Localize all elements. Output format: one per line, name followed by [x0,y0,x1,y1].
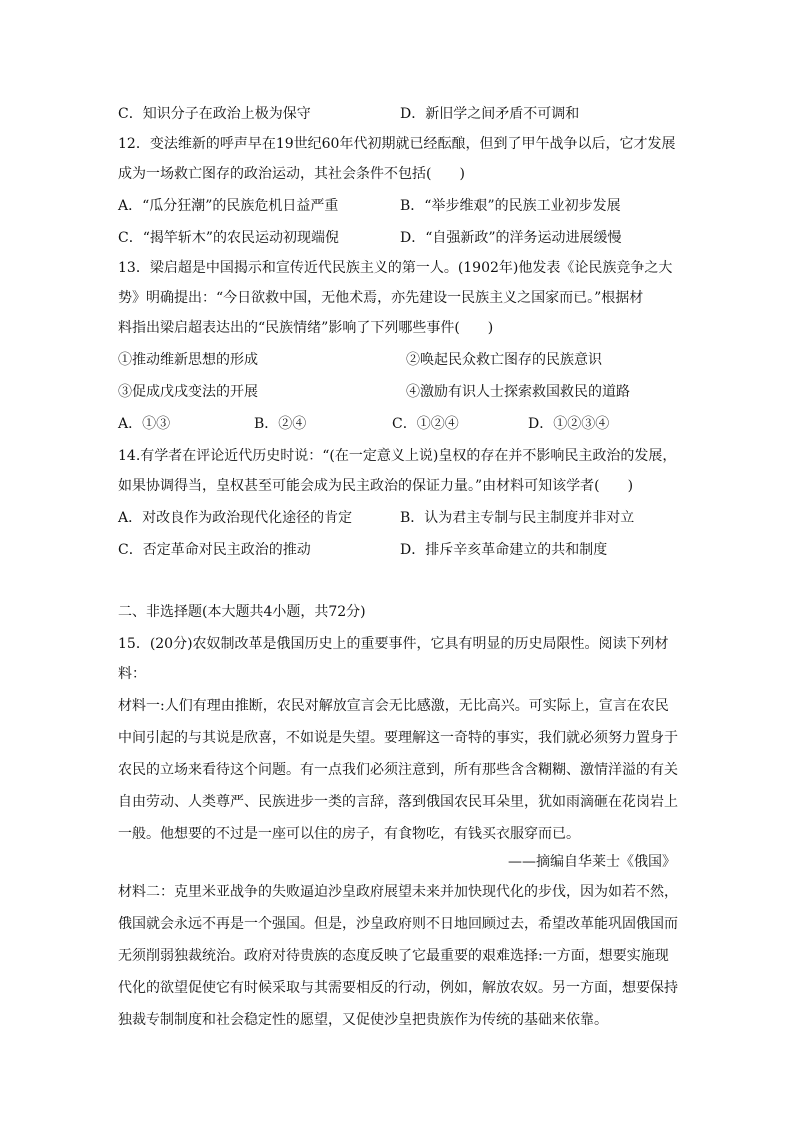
q15-material1-source: ——摘编自华莱士《俄国》 [508,854,676,870]
q13-item-1: ①推动维新思想的形成 [118,352,258,368]
q13-item-2: ②唤起民众救亡图存的民族意识 [406,352,602,368]
q15-material2-line1: 材料二：克里米亚战争的失败逼迫沙皇政府展望未来并加快现代化的步伐，因为如若不然， [118,884,678,900]
q15-material2-line4: 代化的欲望促使它有时候采取与其需要相反的行动，例如，解放农奴。另一方面，想要保持 [118,980,678,996]
q13-stem-line2: 势》明确提出：“今日欲救中国，无他术焉，亦先建设一民族主义之国家而已。”根据材 [118,290,644,306]
q15-material1-line1: 材料一:人们有理由推断，农民对解放宣言会无比感激，无比高兴。可实际上，宣言在农民 [118,698,669,714]
section2-heading: 二、非选择题(本大题共4小题，共72分) [118,604,366,620]
q12-option-c: C．“揭竿斩木”的农民运动初现端倪 [118,230,340,246]
q15-material2-line5: 独裁专制制度和社会稳定性的愿望，又促使沙皇把贵族作为传统的基础来依靠。 [118,1012,608,1028]
q13-option-a: A．①③ [118,416,171,432]
q13-item-3: ③促成戊戌变法的开展 [118,384,258,400]
q12-stem-line2: 成为一场救亡图存的政治运动，其社会条件不包括( ) [118,166,465,182]
q13-stem-line1: 13．梁启超是中国揭示和宣传近代民族主义的第一人。(1902年)他发表《论民族竞争之大 [118,260,673,276]
q14-option-d: D．排斥辛亥革命建立的共和制度 [400,542,608,558]
q13-option-b: B．②④ [254,416,307,432]
q14-option-c: C．否定革命对民主政治的推动 [118,542,311,558]
q11-option-d: D．新旧学之间矛盾不可调和 [400,106,580,122]
q13-stem-line3: 料指出梁启超表达出的“民族情绪”影响了下列哪些事件( ) [118,320,494,336]
q15-material1-line4: 自由劳动、人类尊严、民族进步一类的言辞，落到俄国农民耳朵里，犹如雨滴砸在花岗岩上 [118,794,678,810]
q12-stem-line1: 12．变法维新的呼声早在19世纪60年代初期就已经酝酿，但到了甲午战争以后，它才发展 [118,136,676,152]
q14-option-a: A．对改良作为政治现代化途径的肯定 [118,510,353,526]
q12-option-b: B．“举步维艰”的民族工业初步发展 [400,198,621,214]
q14-stem-line2: 如果协调得当，皇权甚至可能会成为民主政治的保证力量。”由材料可知该学者( ) [118,478,634,494]
q15-material1-line2: 中间引起的与其说是欣喜，不如说是失望。要理解这一奇特的事实，我们就必须努力置身于 [118,730,678,746]
q13-option-c: C．①②④ [392,416,459,432]
q13-item-4: ④激励有识人士探索救国救民的道路 [406,384,630,400]
q11-option-c: C．知识分子在政治上极为保守 [118,106,311,122]
q14-stem-line1: 14.有学者在评论近代历史时说：“(在一定意义上说)皇权的存在并不影响民主政治的发展， [118,448,677,464]
q15-material1-line3: 农民的立场来看待这个问题。有一点我们必须注意到，所有那些含含糊糊、激情洋溢的有关 [118,762,678,778]
q15-stem-line2: 料： [118,666,146,682]
q12-option-a: A．“瓜分狂潮”的民族危机日益严重 [118,198,339,214]
q14-option-b: B．认为君主专制与民主制度并非对立 [400,510,635,526]
q15-material1-line5: 一般。他想要的不过是一座可以住的房子，有食物吃，有钱买衣服穿而已。 [118,826,580,842]
q12-option-d: D．“自强新政”的洋务运动进展缓慢 [400,230,622,246]
q15-material2-line3: 无须削弱独裁统治。政府对待贵族的态度反映了它最重要的艰难选择:一方面，想要实施现 [118,948,669,964]
q13-option-d: D．①②③④ [528,416,610,432]
q15-stem-line1: 15．(20分)农奴制改革是俄国历史上的重要事件，它具有明显的历史局限性。阅读下列材 [118,636,669,652]
q15-material2-line2: 俄国就会永远不再是一个强国。但是，沙皇政府则不日地回顾过去，希望改革能巩固俄国而 [118,916,678,932]
